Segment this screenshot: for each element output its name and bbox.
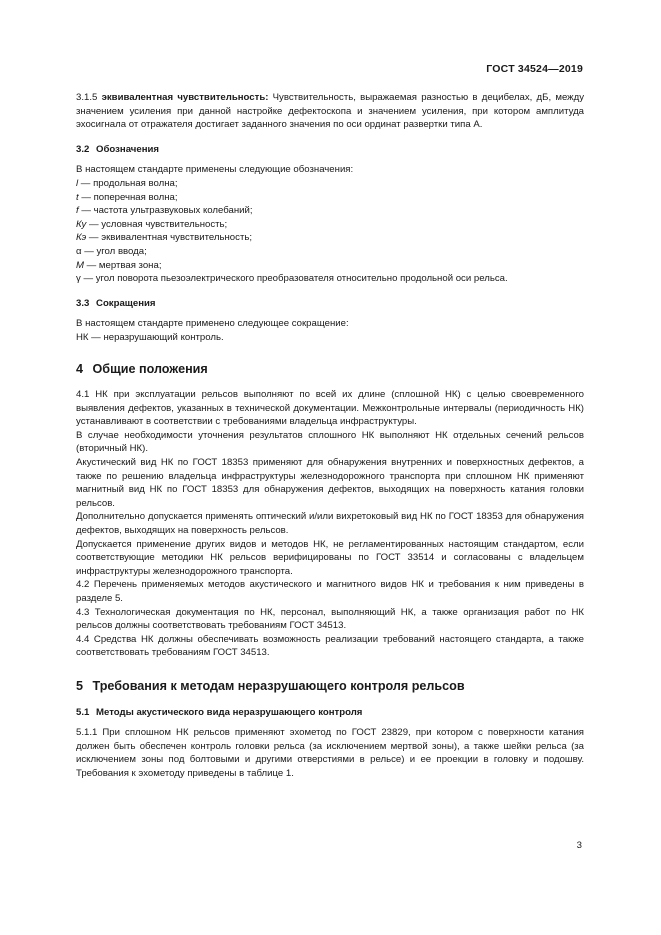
section-3-2-heading — [76, 143, 584, 157]
section-3-3-heading — [76, 297, 584, 311]
document-id-header: ГОСТ 34524—2019 — [486, 63, 583, 75]
symbol-description: — продольная волна; — [78, 177, 178, 189]
symbol-item — [76, 191, 584, 205]
symbol-description: — угол ввода; — [81, 245, 147, 257]
symbol-description: — частота ультразвуковых колебаний; — [78, 205, 253, 217]
section-title: Общие положения — [92, 361, 208, 376]
section-title: Сокращения — [96, 297, 156, 309]
abbreviations-intro: В настоящем стандарте применено следующее сокращение: — [76, 318, 349, 330]
document-body — [76, 91, 584, 781]
paragraph: В случае необходимости уточнения результатов сплошного НК выполняют НК отдельных сечений рельсов (вторичный НК). — [76, 429, 584, 455]
symbol-description: — угол поворота пьезоэлектрического преобразователя относительно продольной оси рельса. — [80, 273, 508, 285]
paragraph: Дополнительно допускается применять оптический и/или вихретоковый вид НК по ГОСТ 18353 для обнаружения дефектов, выходящих на поверхность рельсов. — [76, 511, 584, 537]
section-title: Требования к методам неразрушающего контроля рельсов — [92, 678, 465, 693]
section-4-heading — [76, 363, 584, 377]
section-number: 5.1 — [76, 706, 90, 718]
symbol-item — [76, 204, 584, 218]
section-number: 3.2 — [76, 143, 90, 155]
symbol: М — [76, 259, 84, 271]
term: эквивалентная чувствительность: — [101, 92, 269, 103]
section-5-heading — [76, 680, 584, 694]
symbol-description: — эквивалентная чувствительность; — [86, 232, 253, 244]
clause-3-1-5 — [76, 91, 584, 132]
symbol-item — [76, 218, 584, 232]
symbol-item — [76, 231, 584, 245]
symbol: l — [76, 177, 79, 189]
paragraph: 4.3 Технологическая документация по НК, персонал, выполняющий НК, а также организация работ по НК рельсов должны соответствовать требованиям ГОСТ 34513. — [76, 606, 584, 632]
paragraph: 4.2 Перечень применяемых методов акустического и магнитного видов НК и требования к ним приведены в разделе 5. — [76, 579, 584, 604]
symbol-item — [76, 272, 584, 286]
section-number: 5 — [76, 678, 84, 693]
symbol: Кэ — [76, 232, 87, 244]
paragraph: 5.1.1 При сплошном НК рельсов применяют эхометод по ГОСТ 23829, при котором с поверхности катания должен быть обеспечен контроль головки рельса (за исключением мертвой зоны), а также шейки рельса (за исключением зоны под болтовыми и другими отверстиями в рельсе) и ее проекции в головку и подошву. Требования к эхометоду приведены в таблице 1. — [76, 727, 584, 779]
section-title: Методы акустического вида неразрушающего контроля — [96, 706, 363, 718]
definition: Чувствительность, выражаемая разностью в децибелах, дБ, между значением усиления при данной настройке дефектоскопа и значением усиления, при котором амплитуда эхосигнала от отражателя достигает заданного значения по оси ординат развертки типа А. — [76, 92, 584, 131]
symbol: t — [76, 191, 79, 203]
paragraph: 4.1 НК при эксплуатации рельсов выполняют по всей их длине (сплошной НК) с целью своевременного выявления дефектов, указанных в технической документации. Межконтрольные интервалы (периодичность НК) устанавливают в соответствии с требованиями владельца инфраструктуры. — [76, 389, 584, 428]
paragraph: 4.4 Средства НК должны обеспечивать возможность реализации требований настоящего стандарта, а также соответствовать требованиям ГОСТ 34513. — [76, 633, 584, 659]
paragraph: Допускается применение других видов и методов НК, не регламентированных настоящим стандартом, если соответствующие методики НК рельсов верифицированы по ГОСТ 33514 и согласованы с владельцем инфраструктуры железнодорожного транспорта. — [76, 538, 584, 577]
symbol-item — [76, 177, 584, 191]
symbol: α — [76, 245, 82, 257]
section-title: Обозначения — [96, 143, 159, 155]
page-number: 3 — [576, 840, 582, 851]
clause-number: 3.1.5 — [76, 92, 98, 103]
section-number: 3.3 — [76, 297, 90, 309]
abbreviation-item: НК — неразрушающий контроль. — [76, 331, 224, 343]
symbols-list — [76, 177, 584, 286]
symbol: γ — [76, 273, 81, 285]
symbol: f — [76, 205, 79, 217]
symbols-intro: В настоящем стандарте применены следующие обозначения: — [76, 164, 354, 176]
symbol-description: — мертвая зона; — [84, 259, 162, 271]
symbol-item — [76, 259, 584, 273]
symbol: Ку — [76, 218, 87, 230]
symbol-item — [76, 245, 584, 259]
section-number: 4 — [76, 361, 84, 376]
symbol-description: — условная чувствительность; — [86, 218, 228, 230]
symbol-description: — поперечная волна; — [78, 191, 178, 203]
paragraph: Акустический вид НК по ГОСТ 18353 применяют для обнаружения внутренних и поверхностных дефектов, а также по решению владельца инфраструктуры железнодорожного транспорта при сплошном НК применяют магнитный вид НК по ГОСТ 18353 для обнаружения дефектов, выходящих на поверхность катания головки рельсов. — [76, 457, 584, 509]
section-5-1-heading — [76, 706, 584, 720]
